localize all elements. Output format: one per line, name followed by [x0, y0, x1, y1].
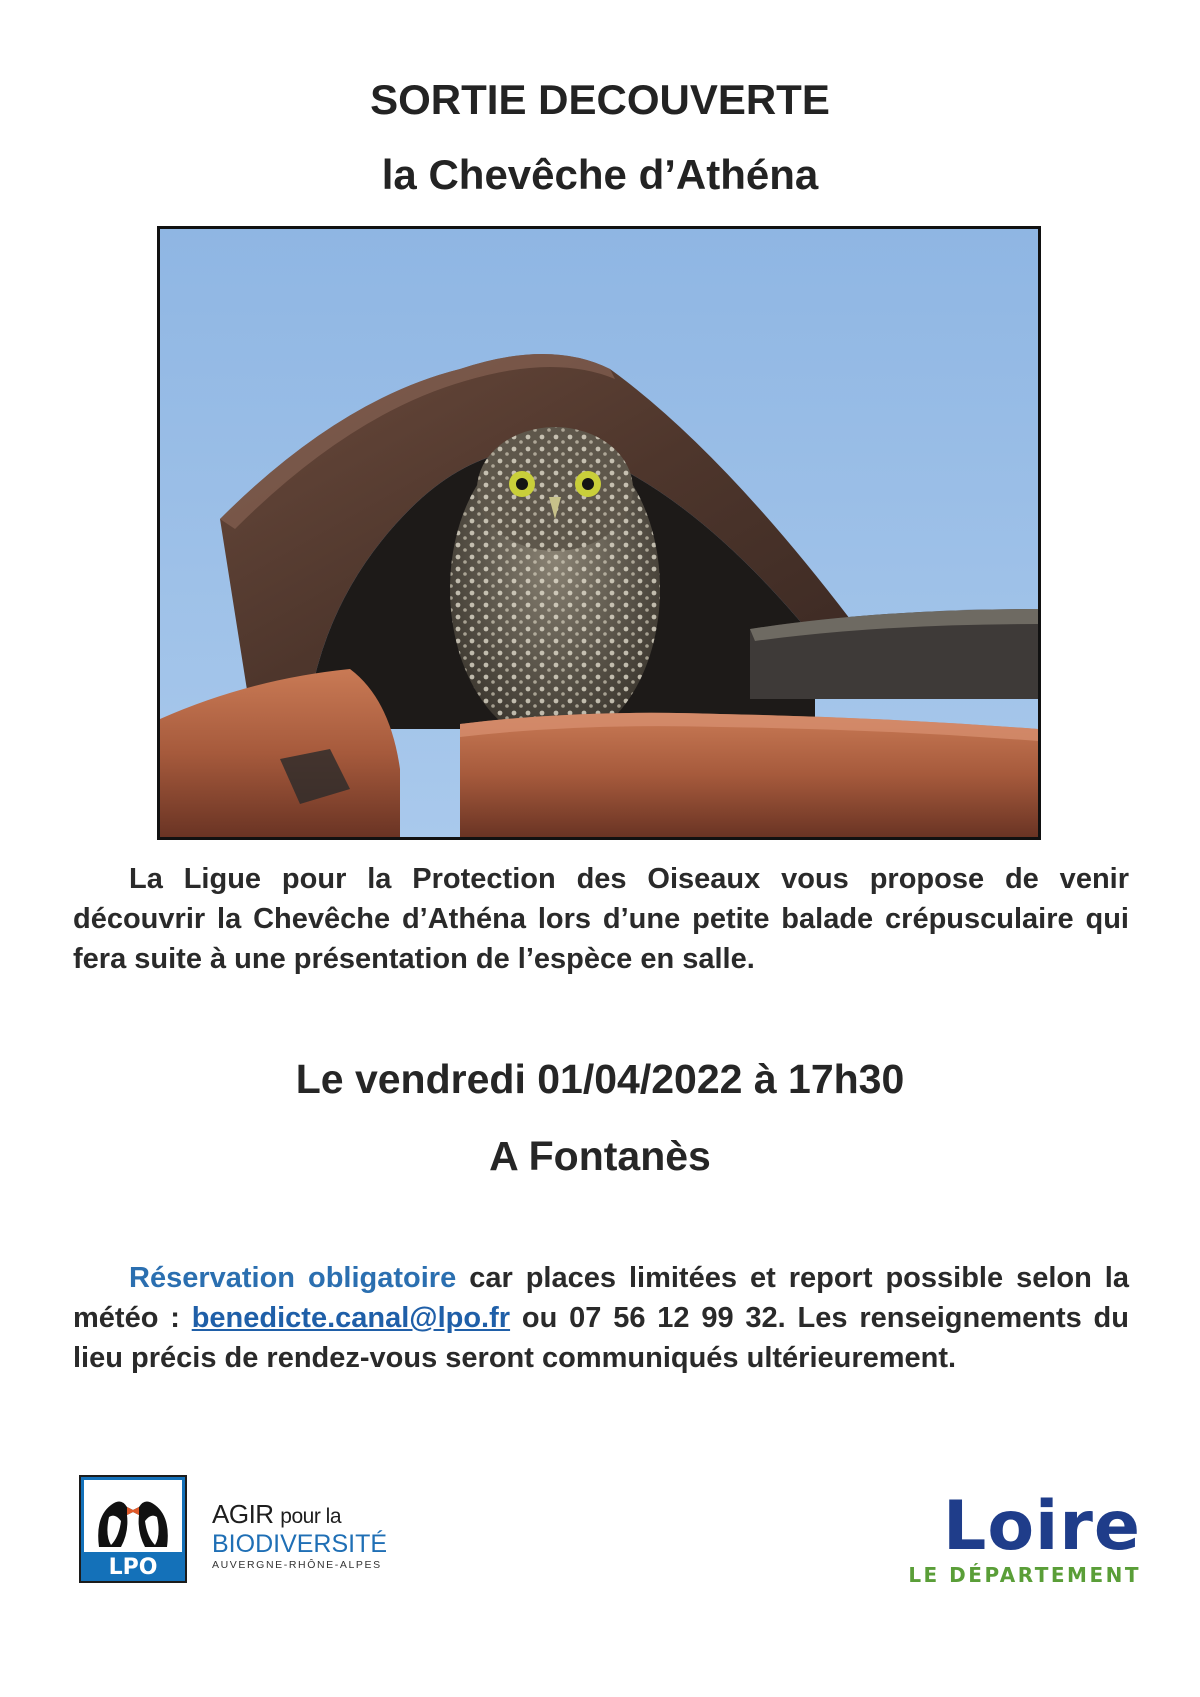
email-link[interactable]: benedicte.canal@lpo.fr — [191, 1302, 511, 1334]
lpo-logo — [79, 1475, 187, 1583]
owl-photo — [157, 226, 1041, 840]
puffin-icon — [81, 1477, 185, 1581]
reservation-paragraph — [73, 1258, 1129, 1378]
agir-biodiversite-logo — [212, 1500, 422, 1572]
agir-line3: AUVERGNE-RHÔNE-ALPES — [212, 1559, 382, 1571]
loire-logo — [901, 1487, 1141, 1588]
reservation-highlight: Réservation obligatoire — [129, 1262, 457, 1294]
event-place: A Fontanès — [489, 1133, 711, 1179]
agir-line2: BIODIVERSITÉ — [212, 1530, 388, 1558]
loire-subtitle: LE DÉPARTEMENT — [908, 1563, 1141, 1587]
lpo-label: LPO — [108, 1555, 158, 1580]
intro-text: La Ligue pour la Protection des Oiseaux vous propose de venir découvrir la Chevêche d’Athéna lors d’une petite balade crépusculaire qui fera suite à une présentation de l’espèce en salle. — [73, 863, 1129, 975]
event-date: Le vendredi 01/04/2022 à 17h30 — [295, 1056, 905, 1102]
reservation-text-1: car places limitées et report possible selon la météo : — [73, 1262, 1129, 1334]
agir-line1-b: pour la — [280, 1505, 342, 1528]
intro-paragraph — [73, 859, 1129, 979]
page-title: SORTIE DECOUVERTE — [370, 76, 830, 123]
loire-word: Loire — [942, 1487, 1141, 1566]
agir-line1-a: AGIR — [212, 1499, 281, 1529]
page-subtitle: la Chevêche d’Athéna — [381, 151, 819, 198]
reservation-text-2: ou 07 56 12 99 32. Les renseignements du lieu précis de rendez-vous seront communiqués ultérieurement. — [73, 1302, 1129, 1374]
